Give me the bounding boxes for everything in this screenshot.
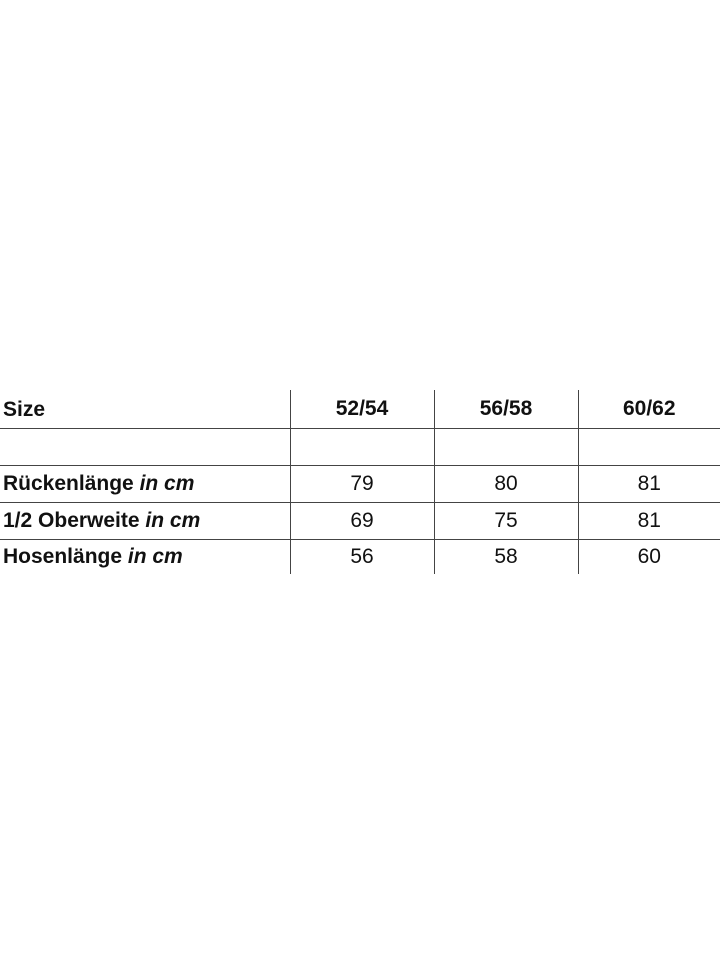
row-label-text: Hosenlänge [3, 545, 123, 568]
cell-value: 81 [637, 472, 661, 495]
table-cell [434, 466, 578, 503]
table-row [0, 466, 720, 503]
table-cell [578, 503, 720, 540]
cell-value: 58 [494, 545, 518, 568]
cell-value: 81 [637, 509, 661, 532]
table-cell [578, 540, 720, 575]
cell-value: 60 [637, 545, 661, 568]
row-unit: in cm [145, 509, 201, 532]
row-unit: in cm [127, 545, 183, 568]
table-row [0, 540, 720, 575]
spacer-cell [434, 429, 578, 466]
spacer-cell [578, 429, 720, 466]
spacer-row [0, 429, 720, 466]
cell-value: 56 [350, 545, 374, 568]
table-cell [578, 466, 720, 503]
table-cell [290, 466, 434, 503]
table-cell [290, 540, 434, 575]
size-header-56-58: 56/58 [434, 390, 578, 429]
row-label-text: Rückenlänge [3, 472, 134, 495]
table-cell [434, 540, 578, 575]
row-label [0, 540, 290, 575]
row-label-text: 1/2 Oberweite [3, 509, 140, 532]
spacer-cell [290, 429, 434, 466]
size-header-52-54: 52/54 [290, 390, 434, 429]
row-label [0, 466, 290, 503]
header-row [0, 390, 720, 429]
cell-value: 75 [494, 509, 518, 532]
row-unit: in cm [139, 472, 195, 495]
cell-value: 69 [350, 509, 374, 532]
spacer-cell [0, 429, 290, 466]
cell-value: 80 [494, 472, 518, 495]
size-table [0, 390, 720, 574]
size-header-label: Size [0, 390, 290, 429]
table-cell [434, 503, 578, 540]
size-header-60-62: 60/62 [578, 390, 720, 429]
table-cell [290, 503, 434, 540]
cell-value: 79 [350, 472, 374, 495]
row-label [0, 503, 290, 540]
table-row [0, 503, 720, 540]
